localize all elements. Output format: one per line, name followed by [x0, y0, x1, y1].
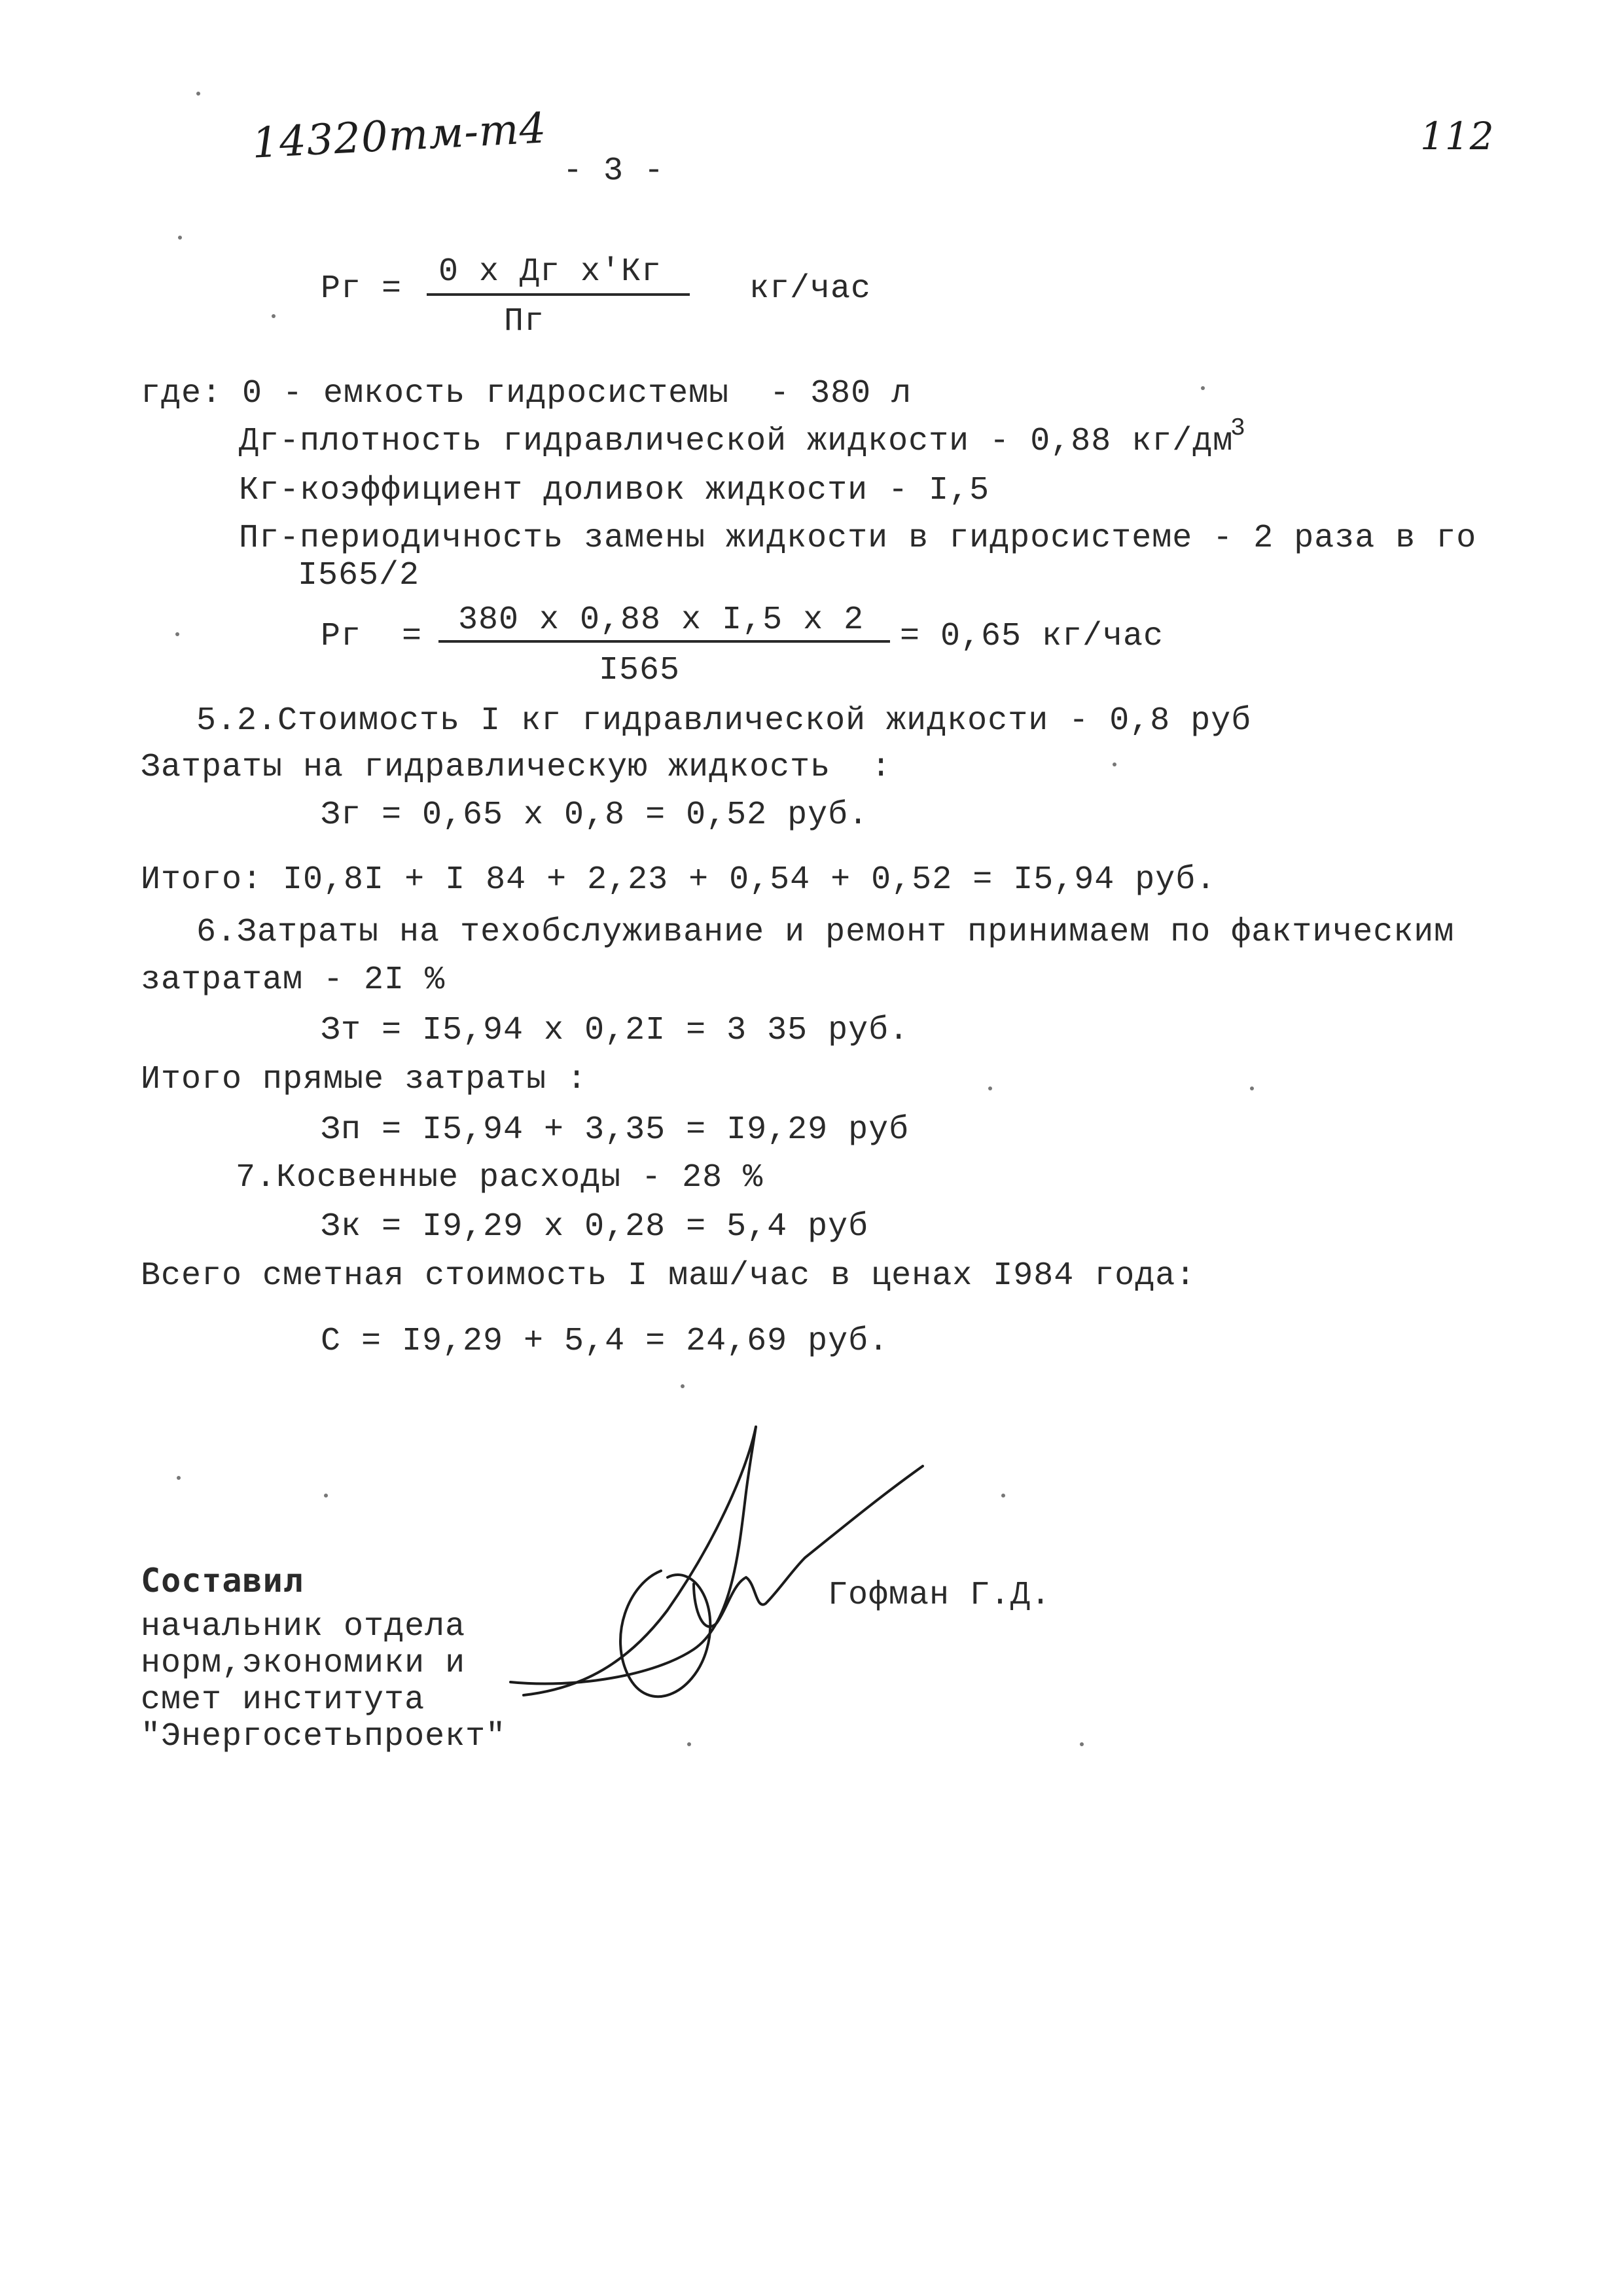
line-total-heading: Всего сметная стоимость I маш/час в ценах I984 года:: [141, 1257, 1196, 1295]
formula-general-numerator: 0 х Дг х'Кг: [438, 253, 662, 291]
scan-speck: [1001, 1494, 1005, 1498]
scan-speck: [324, 1494, 328, 1498]
signature-heading: Составил: [141, 1562, 304, 1600]
line-maintenance-percent: затратам - 2I %: [141, 961, 446, 999]
line-direct-costs-calc: Зп = I5,94 + 3,35 = I9,29 руб: [321, 1111, 910, 1149]
line-fluid-expenses-calc: Зг = 0,65 х 0,8 = 0,52 руб.: [321, 797, 869, 834]
page-number: - 3 -: [563, 152, 665, 190]
signer-name: Гофман Г.Д.: [828, 1577, 1052, 1614]
formula-general-fraction-bar: [427, 293, 690, 296]
line-fluid-expenses-heading: Затраты на гидравлическую жидкость :: [141, 749, 892, 786]
line-indirect-calc: Зк = I9,29 х 0,28 = 5,4 руб: [321, 1208, 869, 1246]
where-item-periodicity: Пг-периодичность замены жидкости в гидросистеме - 2 раза в го: [239, 520, 1477, 557]
scan-speck: [178, 236, 182, 240]
signature-position-line: норм,экономики и: [141, 1645, 466, 1682]
where-item-coefficient: Кг-коэффициент доливок жидкости - I,5: [239, 472, 990, 509]
signature-position-line: начальник отдела: [141, 1608, 466, 1645]
formula-calc-result: = 0,65 кг/час: [900, 618, 1164, 655]
scan-speck: [1250, 1086, 1254, 1090]
handwritten-signature: [497, 1414, 955, 1754]
signature-position-line: "Энергосетьпроект": [141, 1718, 507, 1755]
formula-general-lhs: Рг =: [321, 270, 402, 308]
signature-position-line: смет института: [141, 1681, 425, 1719]
line-maintenance-calc: Зт = I5,94 х 0,2I = 3 35 руб.: [321, 1012, 910, 1049]
line-direct-costs-heading: Итого прямые затраты :: [141, 1061, 588, 1098]
line-total-calc: С = I9,29 + 5,4 = 24,69 руб.: [321, 1323, 889, 1360]
formula-general-denominator: Пг: [504, 303, 545, 340]
line-subtotal: Итого: I0,8I + I 84 + 2,23 + 0,54 + 0,52 = I5,94 руб.: [141, 861, 1217, 899]
scan-speck: [681, 1384, 685, 1388]
scan-speck: [196, 92, 200, 96]
scan-speck: [272, 314, 276, 318]
scan-speck: [1080, 1742, 1084, 1746]
where-item-density: Дг-плотность гидравлической жидкости - 0,88 кг/дм: [239, 423, 1234, 460]
sheet-number: 112: [1420, 114, 1495, 158]
line-fluid-cost: 5.2.Стоимость I кг гидравлической жидкости - 0,8 руб: [196, 702, 1252, 740]
where-intro: где: 0 - емкость гидросистемы - 380 л: [141, 375, 912, 412]
where-item-superscript: 3: [1230, 414, 1246, 442]
formula-calc-denominator: I565: [599, 652, 681, 689]
where-item-periodicity-value: I565/2: [298, 557, 420, 594]
formula-calc-numerator: 380 х 0,88 х I,5 х 2: [458, 601, 865, 639]
scan-speck: [988, 1086, 992, 1090]
formula-general-unit: кг/час: [749, 270, 872, 308]
scan-speck: [1201, 386, 1205, 390]
handwritten-document-number: 14320тм-т4: [251, 104, 548, 168]
scan-speck: [175, 632, 179, 636]
scan-speck: [1113, 762, 1116, 766]
formula-calc-fraction-bar: [438, 640, 890, 643]
line-indirect-heading: 7.Косвенные расходы - 28 %: [236, 1159, 764, 1196]
formula-calc-lhs: Рг =: [321, 618, 423, 655]
scan-speck: [177, 1476, 181, 1480]
scan-speck: [687, 1742, 691, 1746]
line-maintenance-heading: 6.Затраты на техобслуживание и ремонт принимаем по фактическим: [196, 914, 1455, 951]
